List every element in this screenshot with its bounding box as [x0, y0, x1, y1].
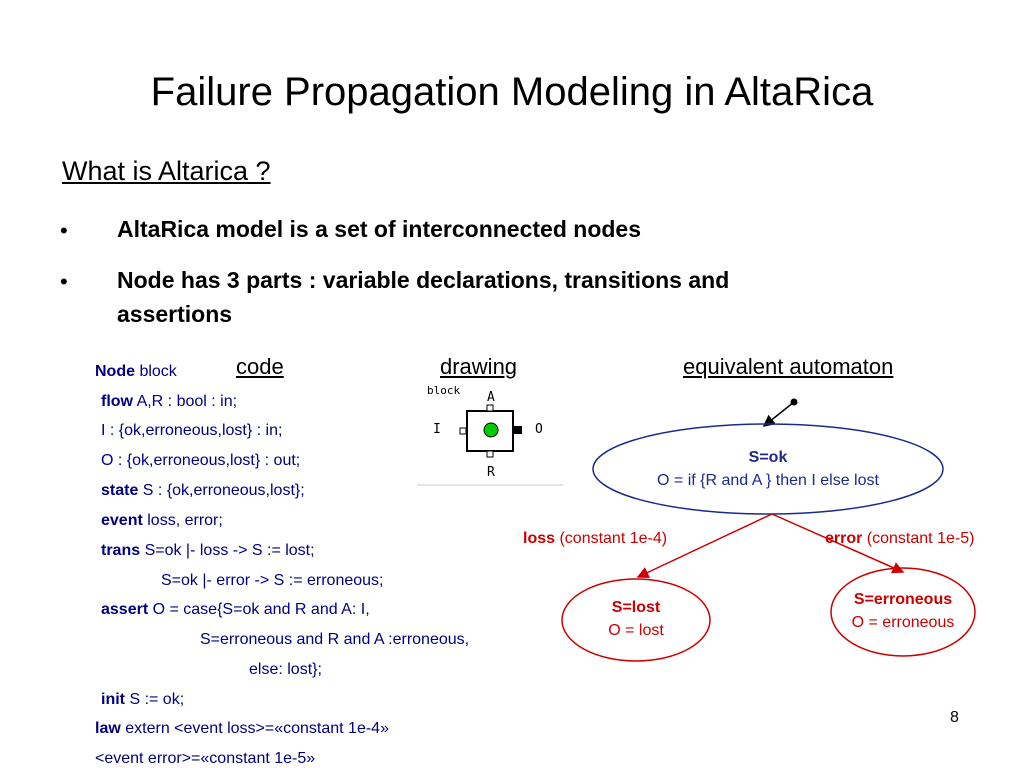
header-code: code: [236, 354, 284, 379]
code-text: block: [135, 363, 177, 380]
bullet-text: assertions: [117, 301, 233, 327]
code-text: A,R : bool : in;: [133, 393, 238, 410]
error-transition-label: [825, 530, 974, 548]
code-line: <event error>=«constant 1e-5»: [95, 750, 316, 767]
state-ok-label: S=ok: [748, 449, 788, 466]
code-line: else: lost};: [249, 661, 322, 678]
keyword: trans: [101, 542, 141, 559]
code-text: O = case{S=ok and R and A: I,: [148, 601, 370, 618]
code-line: S=ok |- error -> S := erroneous;: [161, 572, 384, 589]
port-i-label: I: [433, 422, 441, 437]
code-line: I : {ok,erroneous,lost} : in;: [101, 422, 283, 439]
state-lost-label: S=lost: [611, 599, 661, 616]
code-text: S := ok;: [125, 691, 185, 708]
bullet-text: AltaRica model is a set of interconnected nodes: [117, 216, 642, 242]
section-heading: What is Altarica ?: [62, 156, 271, 186]
code-text: S=ok |- loss -> S := lost;: [140, 542, 315, 559]
code-line: O : {ok,erroneous,lost} : out;: [101, 452, 301, 469]
state-lost: [562, 579, 710, 661]
code-text: extern <event loss>=«constant 1e-4»: [120, 720, 389, 737]
state-ok-output: O = if {R and A } then I else lost: [657, 472, 879, 489]
bullet-marker: •: [60, 218, 68, 243]
state-erroneous: [831, 568, 975, 656]
port-a-label: A: [487, 390, 495, 405]
bullet-text: Node has 3 parts : variable declarations, transitions and: [117, 267, 730, 293]
event-rate: (constant 1e-4): [555, 530, 668, 547]
header-automaton: equivalent automaton: [683, 354, 894, 379]
keyword: law: [95, 720, 121, 737]
initial-transition-arrow: [764, 402, 794, 426]
event-name: loss: [523, 530, 556, 547]
code-line: S=erroneous and R and A :erroneous,: [200, 631, 470, 648]
keyword: assert: [101, 601, 149, 618]
port-r-label: R: [487, 465, 495, 480]
page-number: 8: [950, 709, 959, 726]
state-ok: [593, 424, 943, 514]
keyword: flow: [101, 393, 133, 410]
state-erroneous-label: S=erroneous: [853, 591, 953, 608]
keyword: state: [101, 482, 139, 499]
port-o-label: O: [535, 422, 543, 437]
event-name: error: [825, 530, 863, 547]
slide-title: Failure Propagation Modeling in AltaRica: [150, 70, 874, 114]
loss-transition-label: [523, 530, 667, 548]
header-drawing: drawing: [440, 354, 518, 379]
event-rate: (constant 1e-5): [862, 530, 975, 547]
state-erroneous-output: O = erroneous: [851, 614, 955, 631]
keyword: event: [101, 512, 143, 529]
bullet-marker: •: [60, 269, 68, 294]
code-text: S : {ok,erroneous,lost};: [138, 482, 305, 499]
code-text: loss, error;: [142, 512, 223, 529]
keyword: Node: [95, 363, 135, 380]
block-label: block: [427, 384, 461, 397]
state-lost-output: O = lost: [608, 622, 664, 639]
keyword: init: [101, 691, 125, 708]
